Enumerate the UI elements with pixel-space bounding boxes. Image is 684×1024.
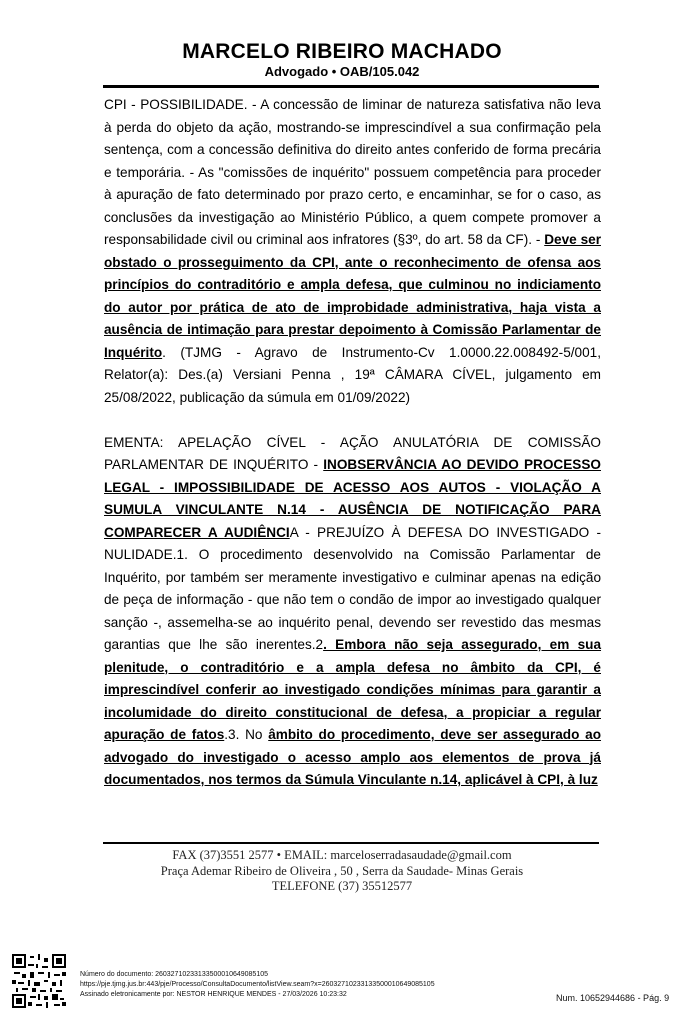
document-url: https://pje.tjmg.jus.br:443/pje/Processo/ConsultaDocumento/listView.seam?x=26032710233133500010649085105 <box>80 981 435 988</box>
document-number: Número do documento: 26032710233133500010649085105 <box>80 971 268 978</box>
page-number: Num. 10652944686 - Pág. 9 <box>556 993 670 1003</box>
p1-highlight-1: Deve ser obstado o prosseguimento da CPI, ante o reconhecimento de ofensa aos princípios do contraditório e ampla defesa, que culminou no indiciamento do autor por prática de ato de improbidade administrativa, haja vista a ausência de intimação para prestar depoimento à Comissão Parlamentar de Inquérito <box>104 232 601 360</box>
p2-highlight-2: . Embora não seja assegurado, em sua plenitude, o contraditório e a ampla defesa no âmbito da CPI, é imprescindível conferir ao investigado condições mínimas para garantir a incolumidade do direito constitucional de defesa, a propiciar a regular apuração de fatos <box>104 637 602 742</box>
p1-text-1: CPI - POSSIBILIDADE. - A concessão de liminar de natureza satisfativa não leva à perda do objeto da ação, mostrando-se imprescindível a sua confirmação pela sentença, com a concessão definitiva do direito antes conferido de forma precária e temporária. - As "comissões de inquérito" possuem competência para proceder à apuração de fato determinado por prazo certo, e encaminhar, se for o caso, as conclusões da investigação ao Ministério Público, a quem compete promover a responsabilidade civil ou criminal aos infratores (§3º, do art. 58 da CF). - <box>104 97 601 247</box>
electronic-signature-stamp <box>80 970 435 1000</box>
header-divider <box>103 85 599 88</box>
footer-phone: TELEFONE (37) 35512577 <box>271 879 413 893</box>
document-body <box>104 94 601 792</box>
p1-text-2: . (TJMG - Agravo de Instrumento-Cv 1.0000.22.008492-5/001, Relator(a): Des.(a) Versiani Penna , 19ª CÂMARA CÍVEL, julgamento em 25/08/2022, publicação da súmula em 01/09/2022) <box>104 344 601 405</box>
lawyer-name: MARCELO RIBEIRO MACHADO <box>182 40 502 63</box>
letterhead <box>0 40 684 80</box>
p2-text-3: .3. No <box>224 727 269 742</box>
lawyer-registration: Advogado • OAB/105.042 <box>264 64 420 79</box>
qr-code-icon <box>12 954 66 1008</box>
jurisprudence-paragraph-1 <box>104 94 601 409</box>
p2-text-1: EMENTA: APELAÇÃO CÍVEL - AÇÃO ANULATÓRIA DE COMISSÃO PARLAMENTAR DE INQUÉRITO - <box>104 434 601 472</box>
signature-line: Assinado eletronicamente por: NESTOR HENRIQUE MENDES - 27/03/2026 10:23:32 <box>80 991 347 998</box>
footer-divider <box>103 842 599 844</box>
footer <box>0 848 684 895</box>
footer-contact: FAX (37)3551 2577 • EMAIL: marceloserradasaudade@gmail.com <box>172 848 512 862</box>
p2-highlight-3: âmbito do procedimento, deve ser assegurado ao advogado do investigado o acesso amplo aos elementos de prova já documentados, nos termos da Súmula Vinculante n.14, aplicável à CPI, à luz <box>104 727 602 787</box>
footer-address: Praça Ademar Ribeiro de Oliveira , 50 , Serra da Saudade- Minas Gerais <box>160 863 524 878</box>
jurisprudence-paragraph-2 <box>104 432 601 792</box>
p2-text-2: A - PREJUÍZO À DEFESA DO INVESTIGADO - NULIDADE.1. O procedimento desenvolvido na Comissão Parlamentar de Inquérito, por também ser meramente investigativo e culminar apenas na edição de peça de informação - que não tem o condão de impor ao investigado qualquer sanção -, assemelha-se ao inquérito penal, devendo ser revestido das mesmas garantias que lhe são inerentes.2 <box>104 524 601 652</box>
p2-highlight-1: INOBSERVÂNCIA AO DEVIDO PROCESSO LEGAL - IMPOSSIBILIDADE DE ACESSO AOS AUTOS - VIOLAÇÃO A SUMULA VINCULANTE N.14 - AUSÊNCIA DE NOTIFICAÇÃO PARA COMPARECER A AUDIÊNCI <box>104 457 601 540</box>
